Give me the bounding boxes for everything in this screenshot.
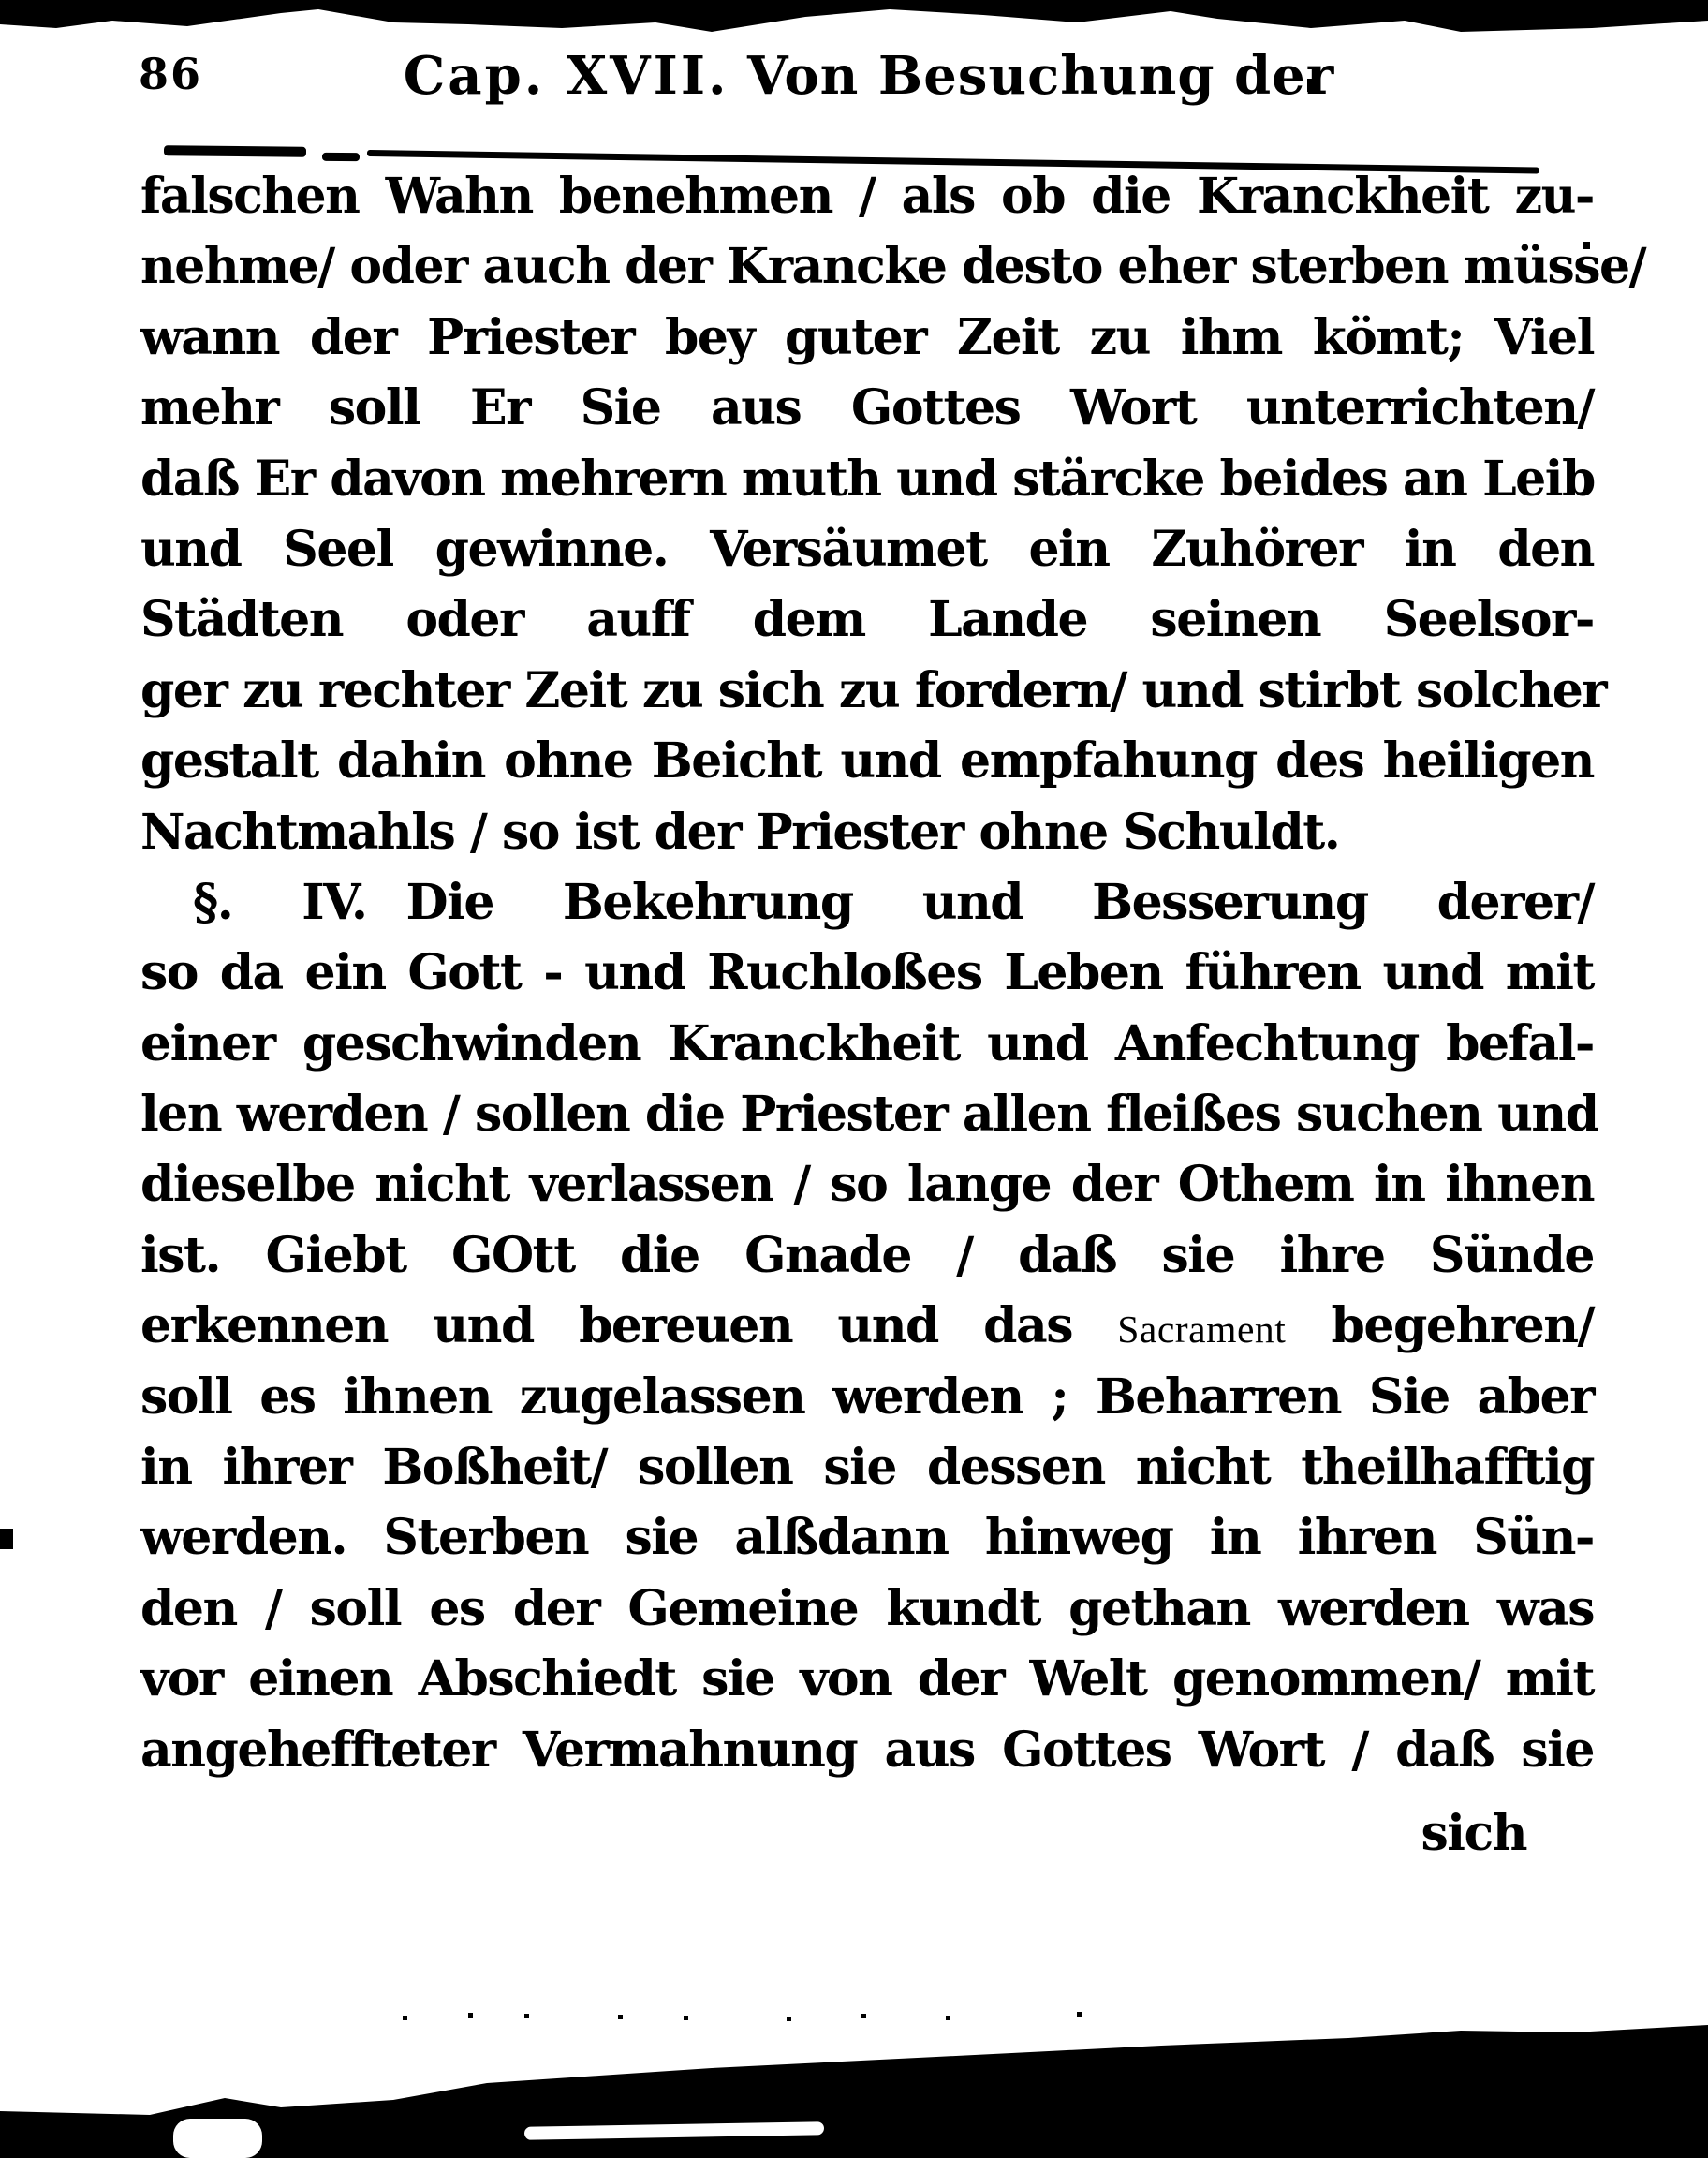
- text-line: in ihrer Boßheit/ sollen sie dessen nicht theilhafftig: [140, 1439, 1594, 1497]
- scan-artifact: [0, 1529, 13, 1549]
- text-line: einer geschwinden Kranckheit und Anfechtung befal-: [140, 1014, 1594, 1072]
- text-line: falschen Wahn benehmen / als ob die Kranckheit zu-: [140, 168, 1594, 225]
- text-line: Städten oder auff dem Lande seinen Seelsor-: [140, 591, 1594, 649]
- text-line: gestalt dahin ohne Beicht und empfahung des heiligen: [140, 732, 1594, 791]
- header-rule-segment: [164, 145, 306, 157]
- text-line: ger zu rechter Zeit zu sich zu fordern/ und stirbt solcher: [140, 661, 1607, 719]
- text-line: Nachtmahls / so ist der Priester ohne Schuldt.: [140, 803, 1340, 861]
- section-marker: §. IV.: [193, 873, 367, 931]
- chapter-label: Cap. XVII.: [403, 45, 729, 107]
- text-line: len werden / sollen die Priester allen fleißes suchen und: [140, 1086, 1598, 1144]
- text-line: angeheffteter Vermahnung aus Gottes Wort / daß sie: [140, 1721, 1594, 1779]
- text-line: soll es ihnen zugelassen werden ; Beharren Sie aber: [140, 1367, 1594, 1426]
- text-segment: erkennen und bereuen und das: [140, 1297, 1118, 1355]
- header-rule-segment: [322, 153, 360, 161]
- text-line: vor einen Abschiedt sie von der Welt genommen/ mit: [140, 1650, 1594, 1708]
- text-line: daß Er davon mehrern muth und stärcke beides an Leib: [140, 450, 1595, 508]
- running-head: [15, 45, 1708, 107]
- text-line: wann der Priester bey guter Zeit zu ihm kömt; Viel: [140, 308, 1594, 366]
- antiqua-word: Sacrament: [1117, 1308, 1287, 1352]
- text-line: nehme/ oder auch der Krancke desto eher sterben müsse/: [140, 238, 1646, 296]
- scan-edge-top: [0, 0, 1708, 37]
- text-line: mehr soll Er Sie aus Gottes Wort unterrichten/: [140, 379, 1594, 437]
- text-segment: Die Bekehrung und Besserung derer/: [405, 873, 1594, 931]
- body-text: [140, 161, 1646, 1869]
- text-line: dieselbe nicht verlassen / so lange der Othem in ihnen: [140, 1156, 1594, 1214]
- text-line: den / soll es der Gemeine kundt gethan werden was: [140, 1579, 1594, 1637]
- text-line: und Seel gewinne. Versäumet ein Zuhörer in den: [140, 520, 1594, 578]
- text-segment: begehren/: [1286, 1297, 1595, 1355]
- text-line: ist. Giebt GOtt die Gnade / daß sie ihre Sünde: [140, 1226, 1594, 1284]
- text-line-section-start: [140, 867, 1594, 938]
- text-line-mixed-type: [140, 1291, 1594, 1361]
- page-number: 86: [139, 49, 203, 99]
- text-line: werden. Sterben sie alßdann hinweg in ihren Sün-: [140, 1509, 1594, 1567]
- text-line: so da ein Gott - und Ruchloßes Leben führen und mit: [140, 944, 1594, 1002]
- catchword: sich: [1421, 1804, 1526, 1862]
- running-head-title: Von Besuchung der: [747, 45, 1335, 107]
- scan-notch: [173, 2119, 262, 2158]
